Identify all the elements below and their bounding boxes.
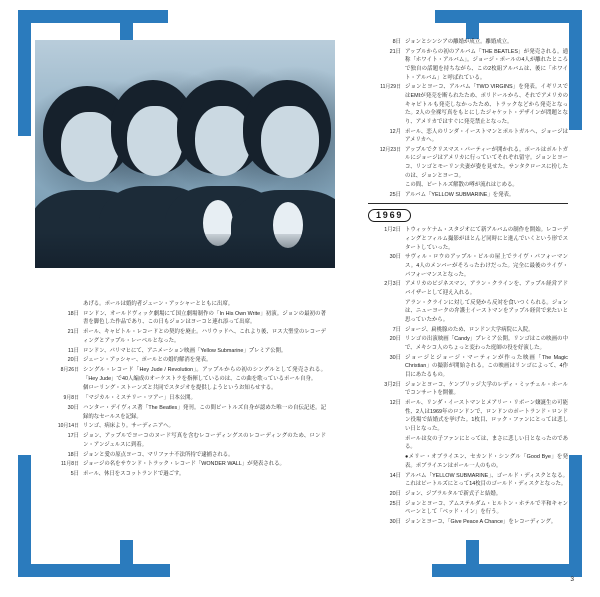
chronology-entry [368, 500, 568, 517]
entry-text: 「マジカル・ミステリー・ツアー」日本公開。 [83, 395, 196, 402]
chronology-entry [368, 299, 568, 325]
entry-text: ジョンとヨーコ、アルバム「TWO VIRGINS」を発表。イギリスではEMIが発売を断られたため、ポリドールから、それでアメリカのキャピトルも発売しなかったため、トラックなどから発売となった。2人の全裸写真をもとにしたジャケット・デザインが問題となり、アメリカではすぐに発売禁止となった。 [405, 84, 568, 125]
chronology-entry [46, 328, 326, 345]
entry-text: ジェーン・アッシャー、ポールとの婚約解消を発表。 [83, 357, 212, 364]
band-photo [35, 40, 335, 268]
chronology-entry [46, 404, 326, 421]
entry-date: 21日 [389, 48, 401, 55]
entry-date: 8月26日 [60, 367, 79, 374]
entry-text: リンゴ、病床より。サーディニアへ。 [83, 423, 174, 430]
entry-text: アップルでクリスマス・パーティーが開かれる。ポールはポルトガルにジョージはアメリカに行っていてそれぞれ留守。ジョンとヨーコ、リンゴとモーリン夫妻が姿を見せた。サンタクロースに扮したのは、ジョンとヨーコ。 [405, 146, 568, 179]
chronology-entry [368, 181, 568, 190]
entry-text: ポール、キャピトル・レコードとの契約を廃止。ハリウッドへ、これより後、ロス大聖堂のレコーディングとアップル・レーベルとなった。 [83, 329, 326, 344]
entry-date: 11日 [68, 347, 79, 354]
decor-frame-top-left-vertical [18, 10, 31, 136]
entry-text: 個ローリング・ストーンズと共同でスタジオを提供しようというお知らせする。 [83, 385, 277, 392]
chronology-entry [368, 128, 568, 145]
entry-text: ロンドン、パリマヒにて、アニメーション映画「Yellow Submarine」プレミア公開。 [83, 347, 287, 354]
entry-text: ポール、恋人のリンダ・イーストマンとポルトガルへ、ジョージはアメリカへ。 [405, 128, 568, 144]
year-heading-row [368, 207, 568, 227]
section-divider [368, 203, 568, 204]
chronology-entry [46, 432, 326, 449]
entry-text: アップルからの初のアルバム「THE BEATLES」が発売される。通称「ホワイト・アルバム」。ジョージ・ポールの4人が離れたところで独自の話題を持ちながら、この2枚組アルバムは、後に「ホワイト・アルバム」と呼ばれている。 [405, 48, 568, 81]
chronology-entry [368, 48, 568, 82]
photo-face-2 [127, 106, 183, 176]
page-number: 3 [570, 576, 574, 583]
entry-text: あげる。ポールは婚約者ジェーン・アッシャーとともに出席。 [83, 301, 234, 307]
entry-text: シングル・レコード「Hey Jude / Revolution」。アップルからの初のシングルとして発売される。「Hey Jude」で40人編成のオーケストラを指揮しているのは、この曲を歌っているポール自身。 [83, 367, 326, 382]
chronology-entry [46, 356, 326, 365]
entry-text: ジョンとシンシアの離婚が成立。離婚成立。 [405, 39, 513, 45]
chronology-entry [368, 399, 568, 433]
chronology-entry [368, 38, 568, 47]
entry-date: 12月 [389, 128, 401, 135]
decor-frame-bottom-right-vertical [569, 455, 582, 577]
entry-date: 30日 [67, 405, 79, 412]
entry-date: 18日 [67, 310, 79, 317]
entry-text: この間、ビートルズ解散の噂が流れはじめる。 [405, 182, 518, 189]
decor-frame-bottom-left-horizontal [18, 564, 170, 577]
chronology-entry [368, 453, 568, 470]
entry-text: ジョン、アップルでヨーコのヌード写真を含むレコーディングスのレコーディングのため、ロンドン・アンジェルスに到着。 [83, 433, 326, 448]
decor-frame-top-left-vertical-inner [120, 10, 133, 40]
chronology-column-left [46, 300, 326, 480]
chronology-entry [368, 146, 568, 180]
entry-date: 14日 [389, 472, 401, 479]
chronology-entry [368, 280, 568, 297]
entry-date: 20日 [67, 357, 79, 364]
entry-text: ハンター・デイヴィス著「The Beatles」発刊。この間ビートルズ自身が認めた唯一の自伝記述。記録的なセールスを記録。 [83, 405, 326, 420]
entry-text: ジョンとヨーコ、ケンブリッジ大学のレディ・ミッチェル・ホールでコンサートを開催。 [405, 381, 568, 397]
entry-date: 2月3日 [384, 281, 401, 288]
entry-date: 20日 [389, 336, 401, 343]
entry-date: 1月2日 [384, 227, 401, 234]
chronology-entry [368, 253, 568, 279]
entry-date: 9月8日 [63, 395, 79, 402]
year-badge-1969: 1969 [368, 209, 411, 223]
chronology-entry [46, 470, 326, 479]
chronology-column-right [368, 38, 568, 528]
chronology-entry [46, 300, 326, 309]
chronology-entry [368, 381, 568, 398]
decor-frame-top-right-vertical [569, 10, 582, 130]
entry-text: トウィッケナム・スタジオにて新アルバムの制作を開始。レコーディングとフィルム撮影がほとんど同時にと進んでいくという形でスタートしていった。 [405, 227, 568, 251]
chronology-entry [368, 326, 568, 335]
chronology-entry [368, 518, 568, 527]
decor-frame-bottom-left-vertical [18, 455, 31, 577]
entry-text: ジョージの名をサウンド・トラック・レコード「WONDER WALL」が発表される。 [83, 461, 285, 468]
entry-text: ジョンとヨーコ、アムステルダム・ヒルトン・ホテルで平和キャンペーンとして「ベッド・イン」を行う。 [405, 500, 568, 516]
entry-date: 25日 [389, 192, 401, 199]
entry-date: 12月23日 [379, 146, 401, 153]
entry-text: ポール、リンダ・イーストマンとメアリー・リボーン嬢誕生の可能性、2人は1969年のロンドンで、ロンドンのポートランド・ロンドン役場で結婚式を挙げた。1枚目、ロック・ファンにとっては悲しい日となった。 [405, 400, 568, 432]
chronology-entry [46, 451, 326, 460]
chronology-entry [46, 394, 326, 403]
entry-text: ジョンとヨーコ、「Give Peace A Chance」をレコーディング。 [405, 519, 557, 526]
entry-text: ジョンと愛の原点ヨーコ、マリファナ不法所持で逮捕される。 [83, 451, 234, 458]
entry-text: アルバム「YELLOW SUBMARINE」、ゴールド・ディスクとなる。これはビートルズにとって14枚目のゴールド・ディスクとなった。 [405, 472, 568, 488]
entry-date: 21日 [67, 329, 79, 336]
entry-date: 12日 [389, 400, 401, 407]
entry-date: 20日 [389, 490, 401, 497]
chronology-entry [46, 366, 326, 383]
entry-text: アメリカのビジネスマン、アラン・クラインを、アップル経営アドバイザーとして迎え入れる。 [405, 281, 568, 296]
entry-date: 11月8日 [61, 461, 79, 468]
entry-date: 8日 [392, 39, 401, 45]
chronology-entry [368, 490, 568, 499]
entry-text: サヴィル・ロウのアップル・ビルの屋上でライヴ・パフォーマンス。4人のメンバーがそろったわけだった。完全に最後のライヴ・パフォーマンスとなった。 [405, 254, 568, 278]
chronology-entry [368, 435, 568, 452]
entry-text: ジョージ、扁桃腺のため、ロンドン大学病院に入院。 [405, 326, 534, 333]
entry-text: アルバム「YELLOW SUBMARINE」を発表。 [405, 192, 515, 199]
photo-bottom-shade [35, 234, 335, 268]
chronology-entry [46, 460, 326, 469]
entry-date: 17日 [67, 433, 79, 440]
entry-date: 7日 [392, 326, 401, 333]
decor-frame-bottom-left-vertical-inner [120, 540, 133, 577]
chronology-entry [368, 354, 568, 380]
entry-text: ロンドン、オールドヴィック劇場にて国立劇場制作の「In His Own Write」初演。ジョンの最初の著書を脚色した作品であり、この日もジョンはヨーコと連れ添って出席。 [83, 310, 326, 326]
entry-date: 30日 [389, 254, 401, 261]
entry-text: リンゴの出演映画「Candy」プレミア公開。リンゴはこの映画の中で、メキシコ人のちょっと変わった庭師の役を好演した。 [405, 336, 568, 352]
chronology-entry [46, 347, 326, 356]
entry-date: 30日 [389, 354, 401, 361]
chronology-entry [368, 191, 568, 200]
entry-date: 18日 [67, 451, 79, 458]
entry-text: ジョージとジョージ・マーティンが作った映画「The Magic Christian」の撮影が開始される。この映画はリンゴによって、4作目にあたるもの。 [405, 354, 568, 379]
decor-frame-top-right-vertical-inner [466, 10, 479, 39]
chronology-entry [368, 226, 568, 252]
photo-face-4 [261, 106, 319, 178]
entry-text: ●メリー・オブライエン、セカンド・シングル「Good Bye」を発表。ポブライエンはポール一人のもの。 [405, 454, 568, 469]
entry-date: 5日 [70, 471, 79, 478]
chronology-entry [368, 335, 568, 352]
photo-face-3 [195, 106, 251, 176]
entry-date: 25日 [389, 500, 401, 507]
decor-frame-bottom-right-horizontal [432, 564, 582, 577]
entry-text: ジョン、ジブラルタルで新式子と結婚。 [405, 490, 502, 497]
chronology-entry [46, 384, 326, 393]
decor-frame-top-left-horizontal [18, 10, 168, 23]
entry-date: 3月2日 [384, 381, 401, 388]
entry-date: 10月14日 [57, 423, 79, 430]
chronology-entry [368, 83, 568, 126]
entry-date: 11月29日 [380, 84, 401, 91]
chronology-entry [368, 472, 568, 489]
chronology-entry [46, 422, 326, 431]
entry-text: ポール、休日をスコットランドで過ごす。 [83, 471, 185, 478]
decor-frame-top-right-horizontal [435, 10, 582, 23]
entry-text: アラン・クラインに対して反発から反対を食いつくられる。ジョンは、ニューヨークの弁護士イーストマンをアップル経営で来たいと思っていたから。 [405, 299, 568, 323]
entry-text: ポールは女の子ファンにとっては、まさに悲しい日となったのである。 [405, 435, 568, 451]
entry-date: 30日 [389, 519, 401, 526]
decor-frame-bottom-right-vertical-inner [466, 540, 479, 577]
chronology-entry [46, 310, 326, 327]
